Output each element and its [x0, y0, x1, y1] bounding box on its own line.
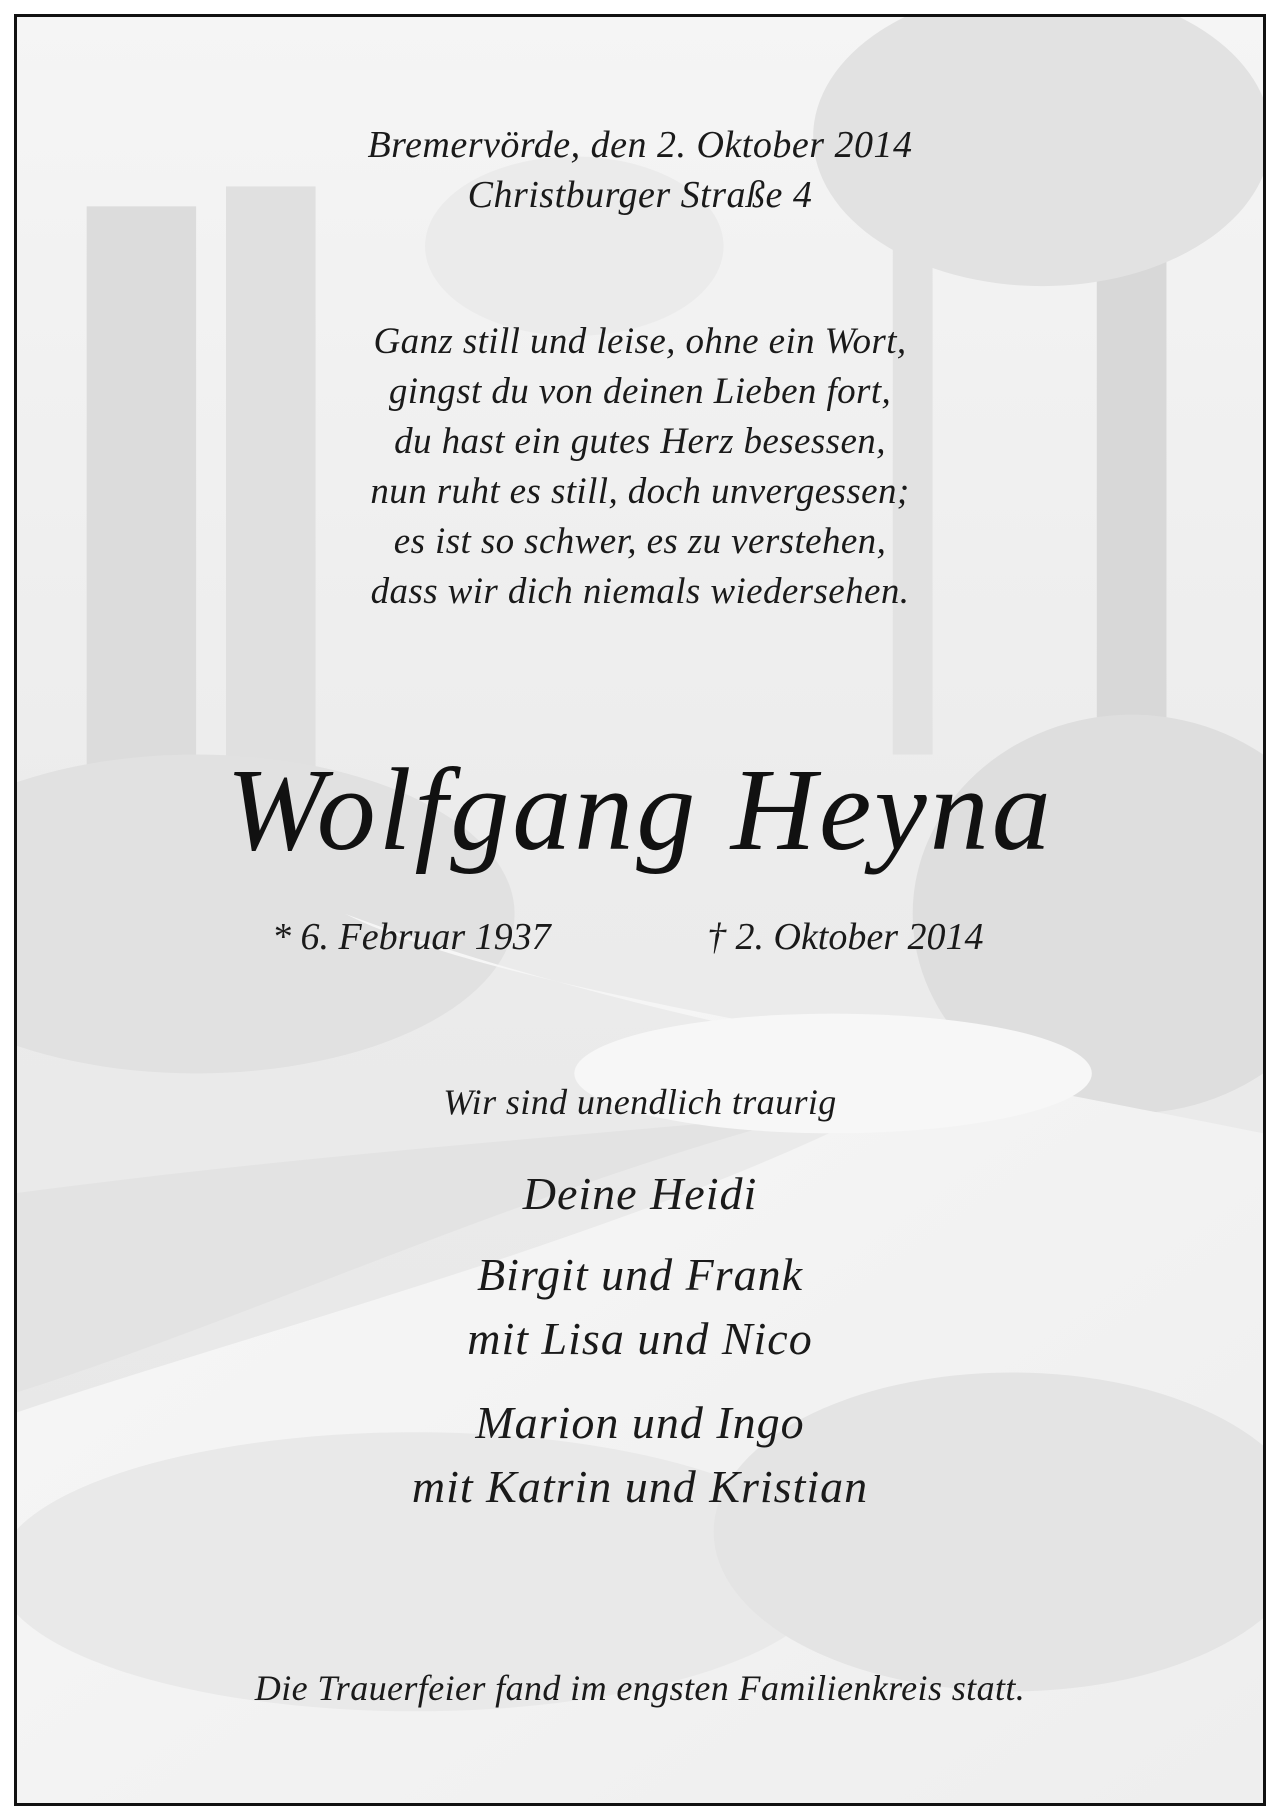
mourners-intro: Wir sind unendlich traurig	[443, 1082, 837, 1122]
poem-line: dass wir dich niemals wiedersehen.	[370, 571, 910, 612]
place-date: Bremervörde, den 2. Oktober 2014	[367, 124, 913, 166]
mourner-line: Marion und Ingo	[475, 1397, 805, 1448]
birth-date: * 6. Februar 1937	[272, 916, 551, 958]
obituary-content	[17, 17, 1263, 1803]
mourner-family-group	[17, 1391, 1263, 1519]
poem	[17, 317, 1263, 617]
mourner-line: mit Katrin und Kristian	[411, 1461, 869, 1512]
poem-line: Ganz still und leise, ohne ein Wort,	[373, 321, 907, 362]
funeral-note: Die Trauerfeier fand im engsten Familienkreis statt.	[254, 1668, 1026, 1708]
mourner-family-group	[17, 1243, 1263, 1371]
poem-line: nun ruht es still, doch unvergessen;	[370, 471, 910, 512]
death-date: † 2. Oktober 2014	[707, 916, 984, 958]
poem-line: gingst du von deinen Lieben fort,	[388, 371, 892, 412]
address: Christburger Straße 4	[467, 174, 813, 216]
mourner-line: Birgit und Frank	[476, 1249, 804, 1300]
mourner-spouse: Deine Heidi	[522, 1168, 758, 1219]
deceased-name: Wolfgang Heyna	[226, 744, 1054, 875]
obituary-frame	[14, 14, 1266, 1806]
mourner-line: mit Lisa und Nico	[467, 1313, 813, 1364]
poem-line: du hast ein gutes Herz besessen,	[394, 421, 886, 462]
poem-line: es ist so schwer, es zu verstehen,	[393, 521, 887, 562]
